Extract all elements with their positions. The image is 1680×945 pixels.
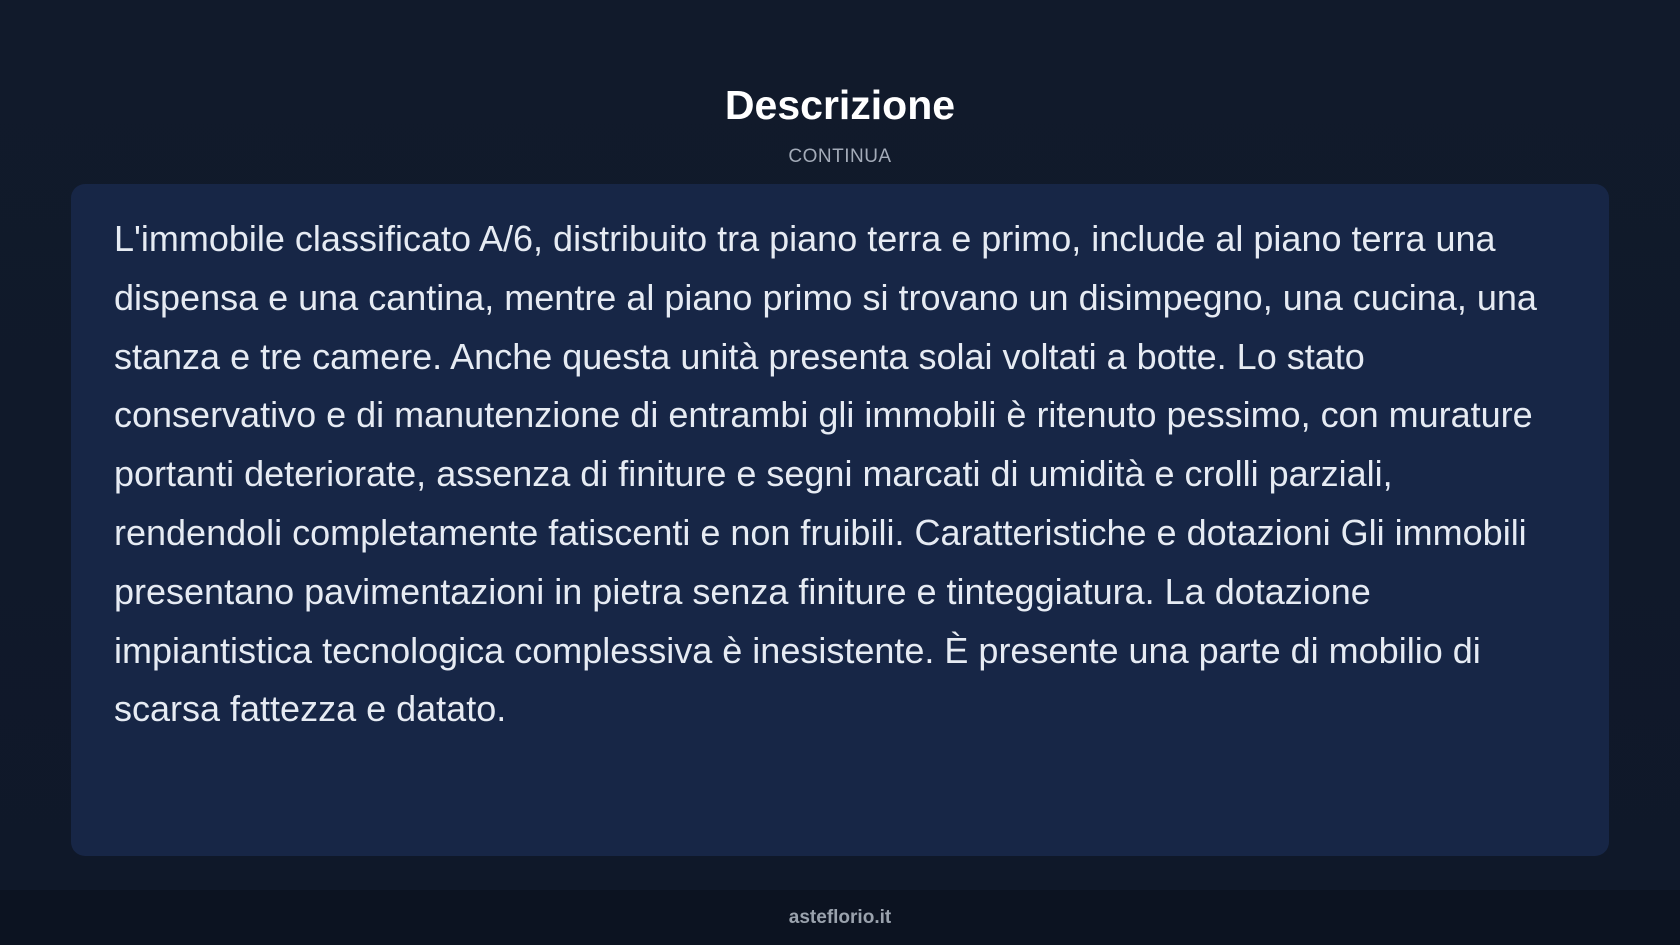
description-card bbox=[71, 184, 1609, 856]
page-footer bbox=[0, 890, 1680, 945]
description-text: L'immobile classificato A/6, distribuito tra piano terra e primo, include al piano terra una dispensa e una cantina, mentre al piano primo si trovano un disimpegno, una cucina, una stanza e tre camere. Anche questa unità presenta solai voltati a botte. Lo stato conservativo e di manutenzione di entrambi gli immobili è ritenuto pessimo, con murature portanti deteriorate, assenza di finiture e segni marcati di umidità e crolli parziali, rendendoli completamente fatiscenti e non fruibili. Caratteristiche e dotazioni Gli immobili presentano pavimentazioni in pietra senza finiture e tinteggiatura. La dotazione impiantistica tecnologica complessiva è inesistente. È presente una parte di mobilio di scarsa fattezza e datato. bbox=[114, 218, 1537, 730]
page-header bbox=[0, 78, 1680, 168]
site-name: asteflorio.it bbox=[788, 907, 892, 928]
continuation-label: CONTINUA bbox=[788, 146, 892, 167]
page-title: Descrizione bbox=[724, 82, 956, 128]
